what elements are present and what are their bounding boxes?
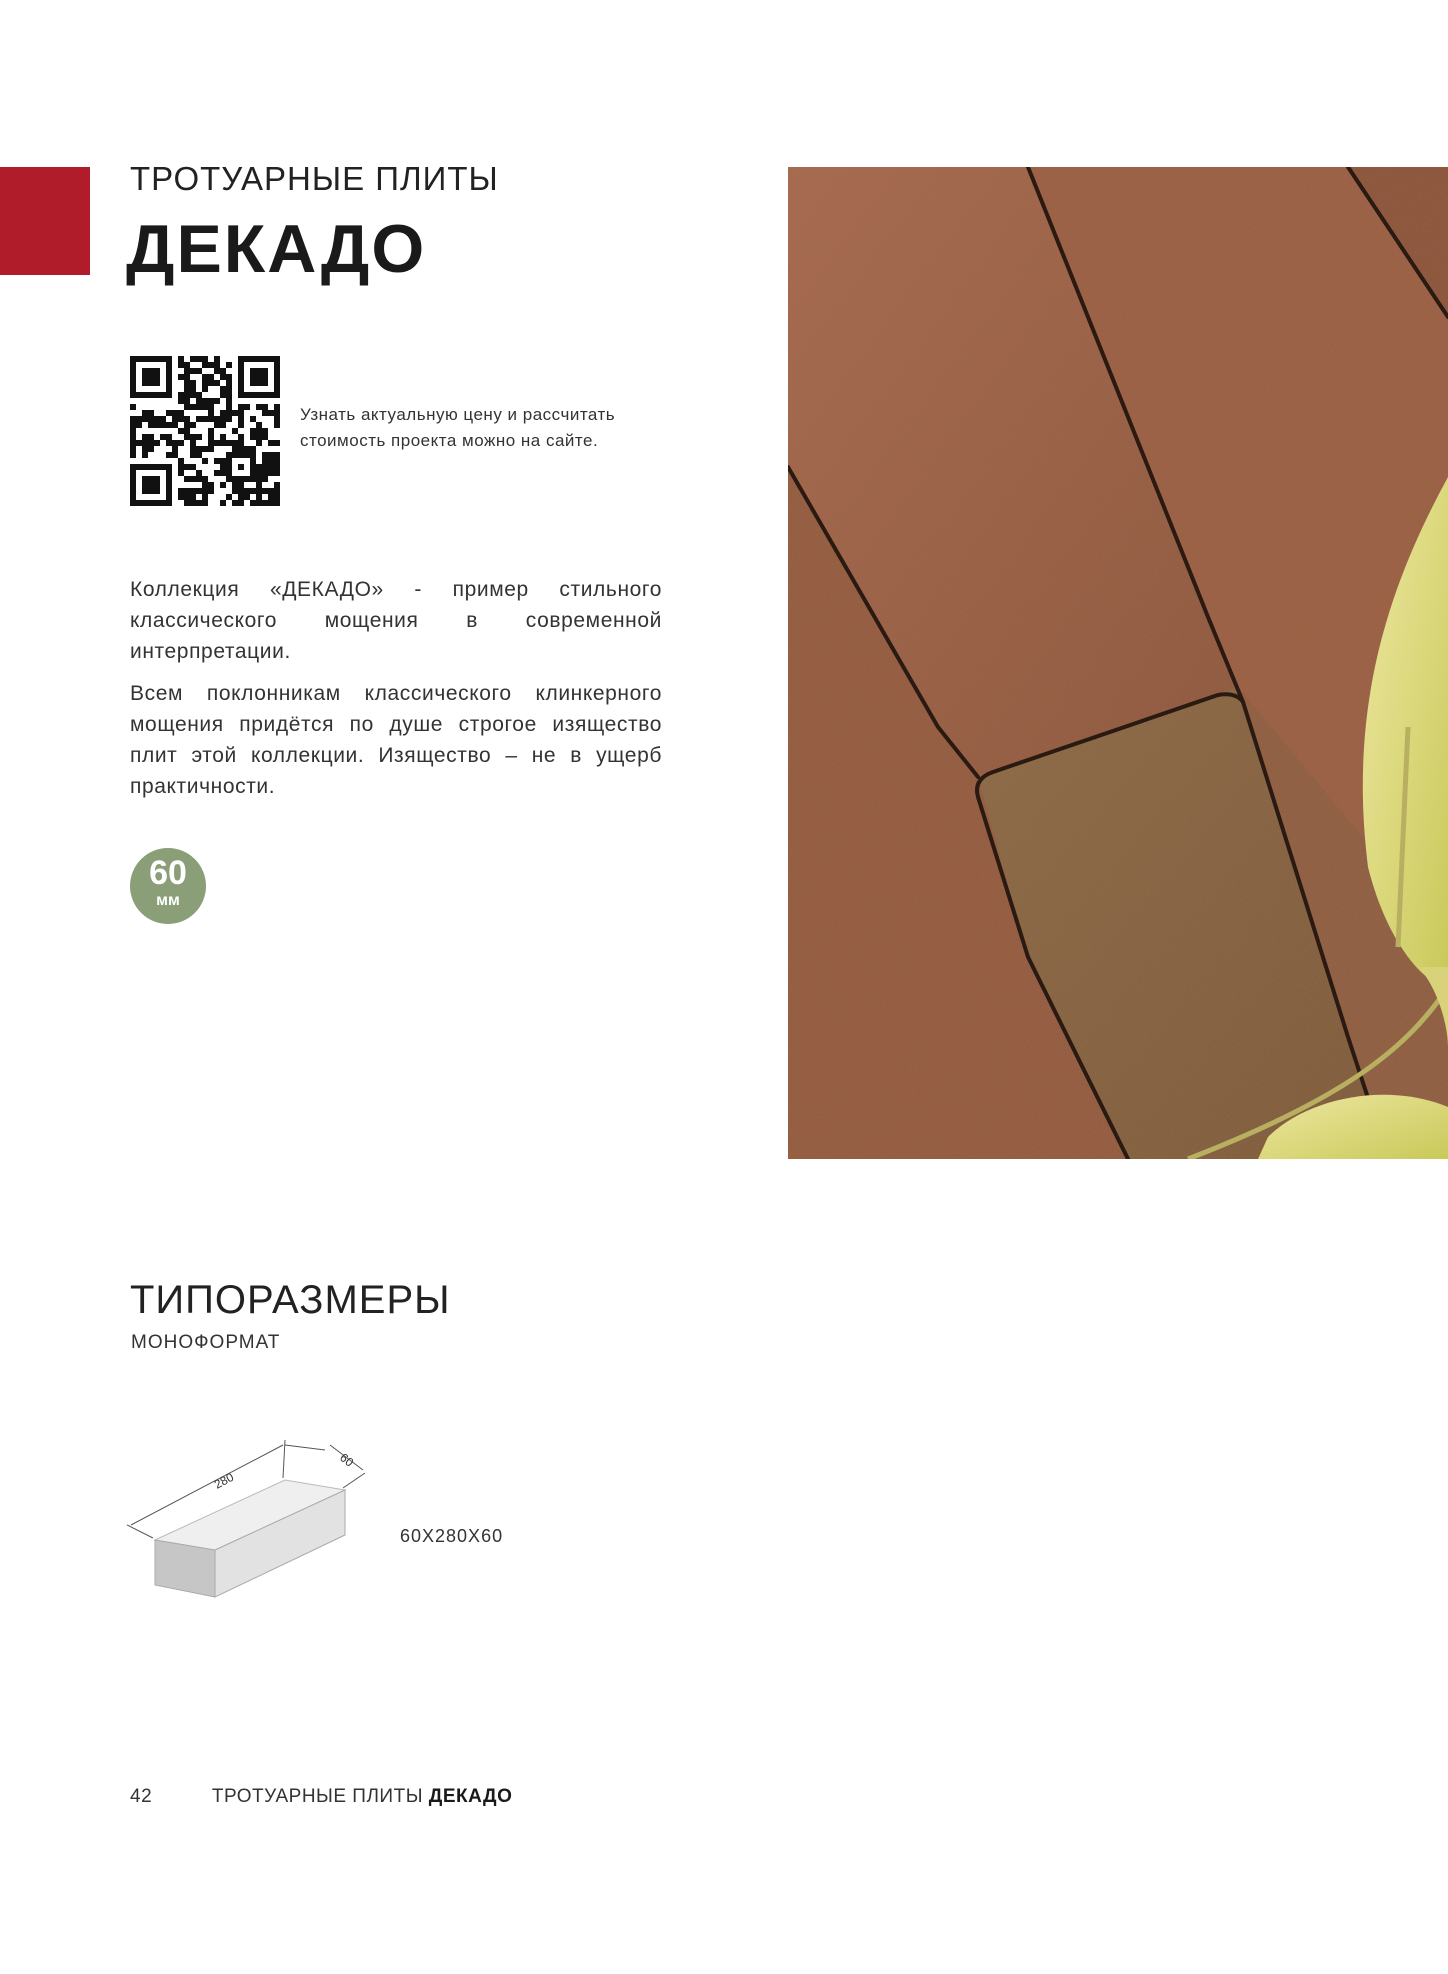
thickness-value: 60 [149, 854, 187, 892]
page-number: 42 [130, 1786, 153, 1807]
qr-code[interactable] [130, 356, 280, 506]
brick-length-label: 280 [211, 1469, 237, 1492]
brick-height-label: 60 [337, 1450, 357, 1470]
description-paragraph: Коллекция «ДЕКАДО» - пример стильного классического мощения в современной интерпретации. [130, 578, 662, 663]
description-paragraph: Всем поклонникам классического клинкерного мощения придётся по душе строгое изящество плит этой коллекции. Изящество – не в ущерб практичности. [130, 682, 662, 798]
paving-photo [788, 167, 1448, 1159]
page-footer [130, 1786, 512, 1808]
page-kicker: ТРОТУАРНЫЕ ПЛИТЫ [130, 160, 499, 197]
footer-section-name: ДЕКАДО [428, 1786, 513, 1807]
thickness-badge [130, 848, 206, 924]
accent-block [0, 167, 90, 275]
brick-diagram [125, 1425, 375, 1605]
thickness-unit: мм [156, 892, 180, 909]
page-title: ДЕКАДО [126, 211, 427, 287]
sizes-subtitle: МОНОФОРМАТ [131, 1332, 281, 1353]
size-label: 60Х280Х60 [400, 1526, 504, 1546]
collection-description [130, 574, 662, 813]
footer-section: ТРОТУАРНЫЕ ПЛИТЫ [211, 1786, 424, 1807]
qr-caption: Узнать актуальную цену и рассчитать стоимость проекта можно на сайте. [300, 405, 616, 450]
sizes-title: ТИПОРАЗМЕРЫ [130, 1278, 451, 1322]
